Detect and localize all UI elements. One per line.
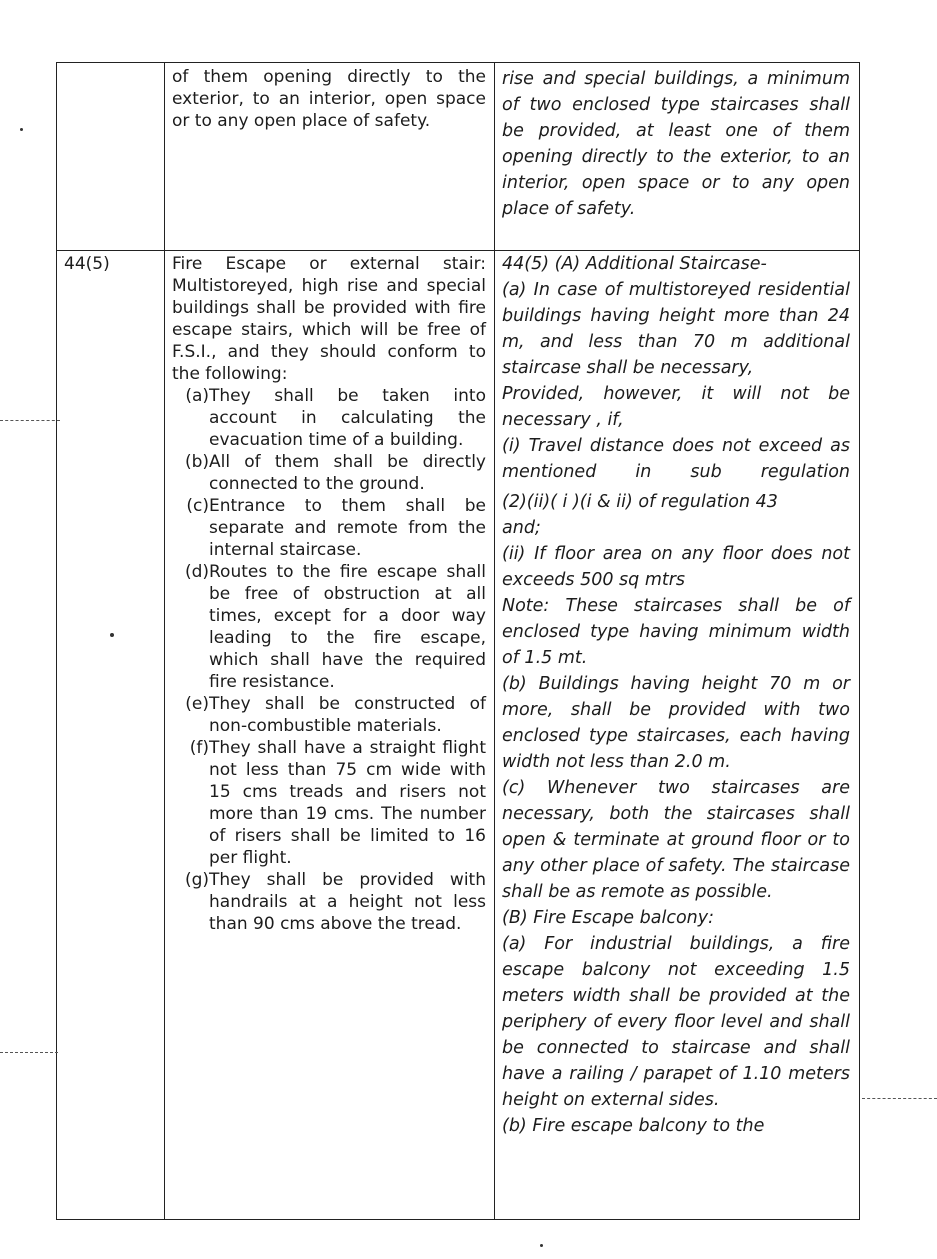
list-item-text: They shall have a straight flight not less than 75 cm wide with 15 cms treads and risers not more than 19 cms. The number of risers shall be limited to 16 per flight. (209, 738, 486, 868)
regulation-number-cell (64, 253, 160, 275)
regulation-number: 44(5) (64, 254, 110, 274)
condition-i-line2: (2)(ii)( i )(i & ii) of regulation 43 (502, 492, 778, 512)
provided-clause: Provided, however, it will not be necessary , if, (502, 384, 850, 430)
column-divider-2 (494, 62, 495, 1220)
top-row-middle-cell (172, 66, 486, 132)
list-item (172, 869, 486, 935)
and-connector: and; (502, 518, 541, 538)
fire-escape-balcony-b: (b) Fire escape balcony to the (502, 1116, 765, 1136)
list-item-text: They shall be provided with handrails at a height not less than 90 cms above the tread. (209, 870, 486, 934)
list-item (172, 561, 486, 693)
condition-ii: (ii) If floor area on any floor does not exceeds 500 sq mtrs (502, 544, 850, 590)
top-row-middle-text: of them opening directly to the exterior, to an interior, open space or to any open place of safety. (172, 67, 486, 131)
list-item-mark: (g) (184, 870, 209, 890)
list-item-text: They shall be constructed of non-combustible materials. (209, 694, 486, 736)
fire-escape-conditions-list (172, 385, 486, 935)
list-item (172, 737, 486, 869)
top-row-right-cell (502, 66, 850, 222)
scan-dash-artifact (862, 1098, 937, 1099)
list-item-mark: (c) (186, 496, 209, 516)
additional-staircase-b: (b) Buildings having height 70 m or more, shall be provided with two enclosed type staircases, each having width not less than 2.0 m. (502, 674, 850, 772)
note-clause: Note: These staircases shall be of enclosed type having minimum width of 1.5 mt. (502, 596, 850, 668)
additional-staircase-heading: 44(5) (A) Additional Staircase- (502, 254, 767, 274)
list-item-mark: (a) (185, 386, 209, 406)
additional-staircase-c: (c) Whenever two staircases are necessary, both the staircases shall open & terminate at ground floor or to any other place of safety. The staircase shall be as remote as possible. (502, 778, 850, 902)
top-row-right-text: rise and special buildings, a minimum of two enclosed type staircases shall be provided, at least one of them opening directly to the exterior, to an interior, open space or to any open place of safety. (502, 69, 850, 219)
scan-dash-artifact (0, 1052, 58, 1053)
additional-staircase-a: (a) In case of multistoreyed residential buildings having height more than 24 m, and less than 70 m additional staircase shall be necessary, (502, 280, 850, 378)
list-item-mark: (d) (184, 562, 209, 582)
list-item-mark: (f) (189, 738, 209, 758)
list-item (172, 495, 486, 561)
fire-escape-balcony-heading: (B) Fire Escape balcony: (502, 908, 714, 928)
list-item-mark: (b) (184, 452, 209, 472)
column-divider-1 (164, 62, 165, 1220)
list-item (172, 451, 486, 495)
fire-escape-balcony-a: (a) For industrial buildings, a fire escape balcony not exceeding 1.5 meters width shall be provided at the periphery of every floor level and shall be connected to staircase and shall have a railing / parapet of 1.10 meters height on external sides. (502, 934, 850, 1110)
list-item-text: Entrance to them shall be separate and remote from the internal staircase. (209, 496, 486, 560)
list-item (172, 385, 486, 451)
list-item-text: Routes to the fire escape shall be free of obstruction at all times, except for a door way leading to the fire escape, which shall have the required fire resistance. (209, 562, 486, 692)
scan-speck (110, 633, 114, 637)
scan-speck (20, 128, 23, 131)
scan-dash-artifact (0, 420, 60, 421)
main-row-right-cell (502, 251, 850, 1139)
list-item-text: They shall be taken into account in calculating the evacuation time of a building. (209, 386, 486, 450)
list-item-text: All of them shall be directly connected to the ground. (209, 452, 486, 494)
list-item (172, 693, 486, 737)
main-row-middle-cell (172, 253, 486, 935)
condition-i-line1: (i) Travel distance does not exceed as mentioned in sub regulation (502, 436, 850, 482)
list-item-mark: (e) (185, 694, 209, 714)
scan-speck (540, 1244, 543, 1247)
fire-escape-intro: Fire Escape or external stair: Multistoreyed, high rise and special buildings shall be provided with fire escape stairs, which will be free of F.S.I., and they should conform to the following: (172, 254, 486, 384)
